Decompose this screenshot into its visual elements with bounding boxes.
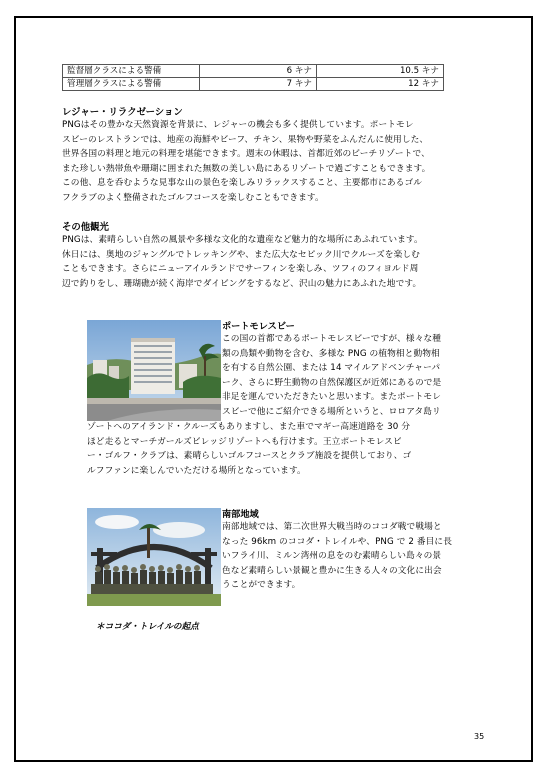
kokoda-gate-icon — [87, 508, 221, 606]
text-line: スビーで他にご紹介できる場所というと、ロロアタ島リ — [222, 406, 441, 417]
text-line: 世界各国の料理と地元の料理を堪能できます。週末の休暇は、首都近郊のビーチリゾートで、 — [62, 149, 430, 160]
port-moresby-side-text — [222, 332, 492, 420]
text-line: 色など素晴らしい景観と豊かに生きる人々の文化に出会 — [222, 565, 442, 576]
text-line: こともできます。さらにニューアイルランドでサーフィンを楽しみ、ツフィのフィヨルド周 — [62, 264, 419, 275]
text-line: スビーのレストランでは、地産の海鮮やビーフ、チキン、果物や野菜をふんだんに使用した、 — [62, 134, 429, 145]
text-line: を有する自然公園、または 14 マイルアドベンチャーパ — [222, 363, 441, 374]
text-line: この他、息を呑むような見事な山の景色を楽しみリラックスすること、主要都市にあるゴル — [62, 178, 423, 189]
sightseeing-paragraph — [62, 233, 502, 291]
text-line: また珍しい熱帯魚や珊瑚に囲まれた無数の美しい島にあるリゾートで過ごすこともできます。 — [62, 163, 431, 174]
text-line: ゾートへのアイランド・クルーズもありますし、また車でマギー高速道路を 30 分 — [87, 422, 411, 432]
text-line: フクラブのよく整備されたゴルフコースを楽しむこともできます。 — [62, 192, 324, 203]
table-cell: 12 キナ — [317, 78, 444, 91]
text-line: 類の鳥類や動物を含む、多様な PNG の植物相と動物相 — [222, 348, 440, 359]
hotel-building-photo — [87, 320, 221, 421]
hotel-building-icon — [87, 320, 221, 421]
page-number: 35 — [474, 732, 485, 741]
text-line: うことができます。 — [222, 580, 301, 591]
text-line: ー・ゴルフ・クラブは、素晴らしいゴルフコースとクラブ施設を提供しており、ゴ — [87, 451, 412, 462]
port-moresby-full-text — [87, 420, 491, 478]
photo-caption: ＊ココダ・トレイルの起点 — [96, 622, 199, 632]
leisure-heading: レジャー・リラクゼーション — [62, 107, 183, 118]
kokoda-trail-gate-photo — [87, 508, 221, 606]
text-line: PNGはその豊かな天然資源を背景に、レジャーの機会も多く提供しています。ポートモレ — [62, 120, 414, 130]
table-cell: 監督層クラスによる警備 — [63, 65, 200, 78]
table-cell: 6 キナ — [200, 65, 317, 78]
table-row — [63, 78, 444, 91]
table-cell: 7 キナ — [200, 78, 317, 91]
text-line: ほど走るとマーチガールズビレッジリゾートへも行けます。王立ポートモレスビ — [87, 436, 402, 447]
text-line: 休日には、奥地のジャングルでトレッキングや、また広大なセピック川でクルーズを楽しむ — [62, 249, 420, 260]
southern-region-text — [222, 520, 492, 593]
leisure-paragraph — [62, 118, 494, 206]
text-line: PNGは、素晴らしい自然の風景や多様な文化的な遺産など魅力的な場所にあふれています。 — [62, 235, 423, 245]
text-line: なった 96km のココダ・トレイルや、PNG で 2 番目に長 — [222, 536, 453, 547]
table-cell: 管理層クラスによる警備 — [63, 78, 200, 91]
text-line: いフライ川、ミルン湾州の息をのむ素晴らしい島々の景 — [222, 551, 442, 562]
security-price-table — [62, 64, 444, 91]
text-line: ーク、さらに野生動物の自然保護区が近郊にあるので是 — [222, 377, 442, 388]
text-line: 非足を運んでいただきたいと思います。またポートモレ — [222, 392, 441, 403]
text-line: 辺で釣りをし、珊瑚礁が続く海岸でダイビングをするなど、沢山の魅力にあふれた地です。 — [62, 278, 422, 289]
table-cell: 10.5 キナ — [317, 65, 444, 78]
text-line: ルフファンに楽しんでいただける場所となっています。 — [87, 465, 306, 476]
sightseeing-heading: その他観光 — [62, 222, 109, 233]
southern-region-heading: 南部地域 — [222, 509, 259, 520]
text-line: この国の首都であるポートモレスビーですが、様々な種 — [222, 334, 442, 344]
table-row — [63, 65, 444, 78]
port-moresby-heading: ポートモレスビー — [222, 321, 295, 332]
text-line: 南部地域では、第二次世界大戦当時のココダ戦で戦場と — [222, 522, 442, 532]
